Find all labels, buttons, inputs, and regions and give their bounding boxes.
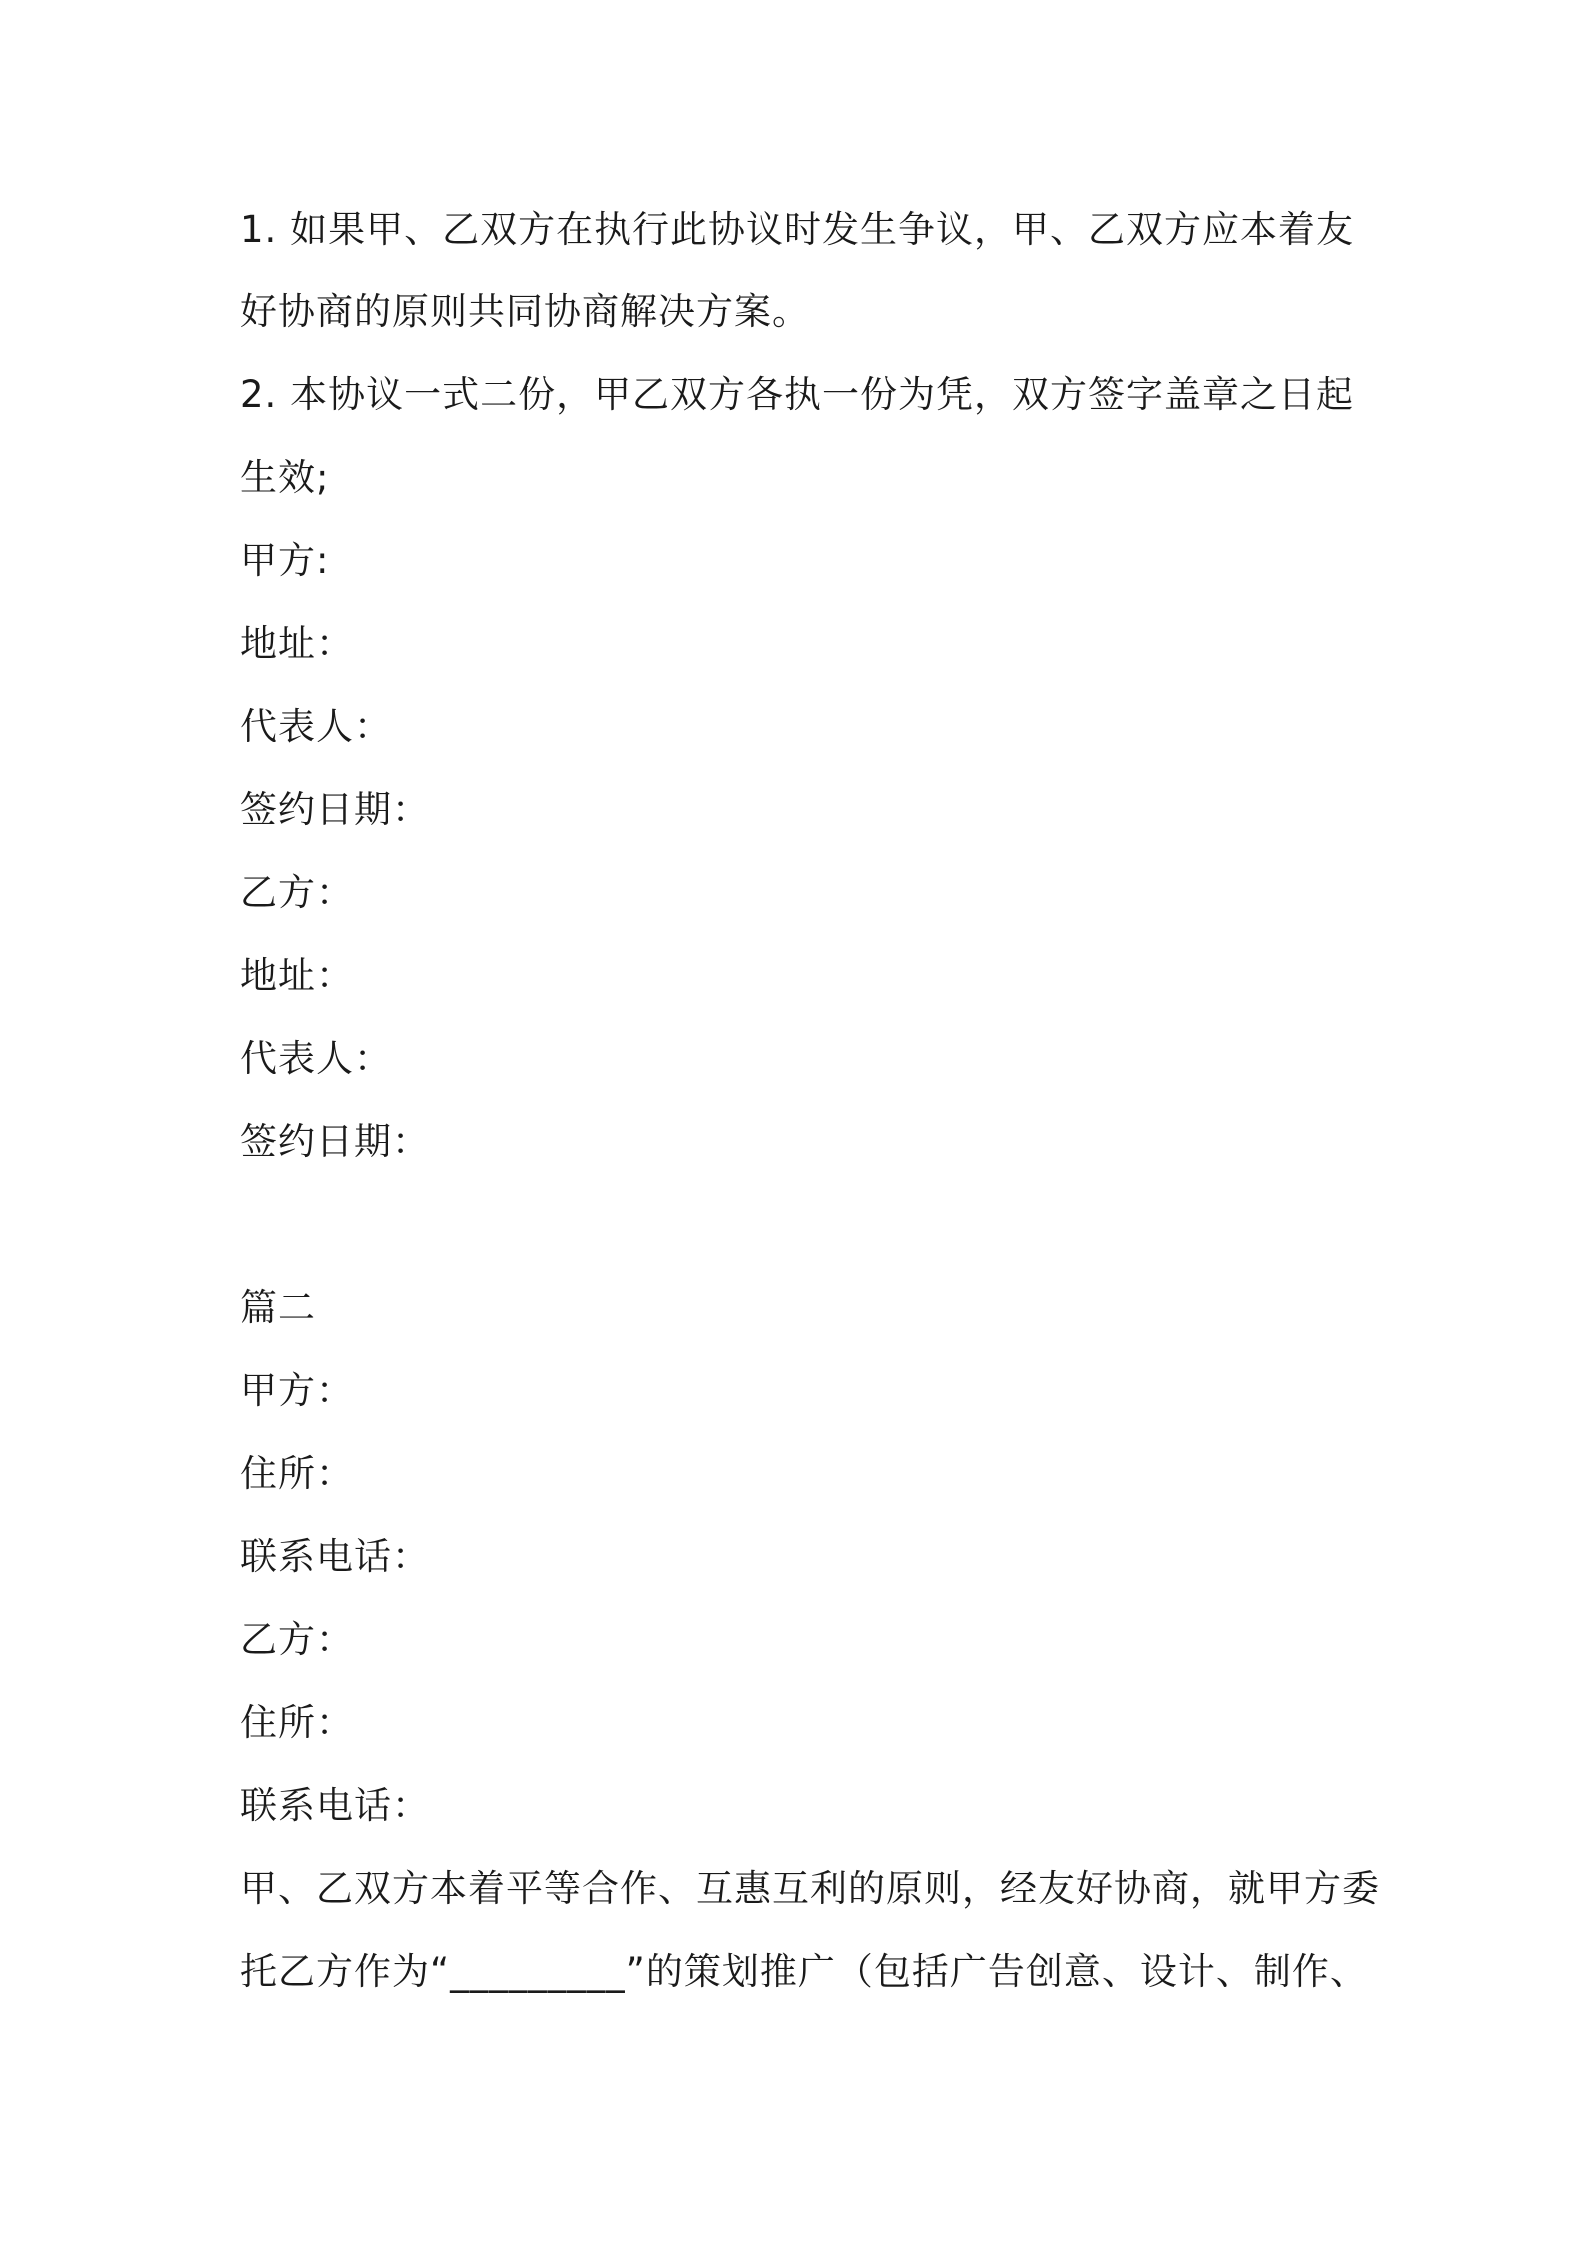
section-heading: 篇二 [240, 1286, 316, 1329]
party-a-representative-label: 代表人： [240, 705, 392, 748]
section2-party-b-residence-label: 住所： [240, 1701, 354, 1744]
clause-1-line-2: 好协商的原则共同协商解决方案。 [240, 290, 810, 333]
clause-2-line-1: 2. 本协议一式二份，甲乙双方各执一份为凭，双方签字盖章之日起 [240, 373, 1355, 416]
agreement-paragraph-line-2: 托乙方作为“_________”的策划推广（包括广告创意、设计、制作、 [240, 1950, 1368, 1993]
party-a-label: 甲方: [240, 539, 330, 582]
clause-2-line-2: 生效; [240, 456, 330, 499]
party-b-signing-date-label: 签约日期： [240, 1120, 430, 1163]
party-a-address-label: 地址： [240, 622, 354, 665]
section2-party-a-residence-label: 住所： [240, 1452, 354, 1495]
section2-party-a-phone-label: 联系电话： [240, 1535, 430, 1578]
agreement-paragraph-line-1: 甲、乙双方本着平等合作、互惠互利的原则，经友好协商，就甲方委 [240, 1867, 1380, 1910]
party-b-address-label: 地址： [240, 954, 354, 997]
section2-party-b-label: 乙方： [240, 1618, 354, 1661]
party-a-signing-date-label: 签约日期： [240, 788, 430, 831]
clause-1-line-1: 1. 如果甲、乙双方在执行此协议时发生争议，甲、乙双方应本着友 [240, 208, 1355, 251]
section2-party-a-label: 甲方： [240, 1369, 354, 1412]
party-b-label: 乙方： [240, 871, 354, 914]
section2-party-b-phone-label: 联系电话： [240, 1784, 430, 1827]
party-b-representative-label: 代表人： [240, 1037, 392, 1080]
